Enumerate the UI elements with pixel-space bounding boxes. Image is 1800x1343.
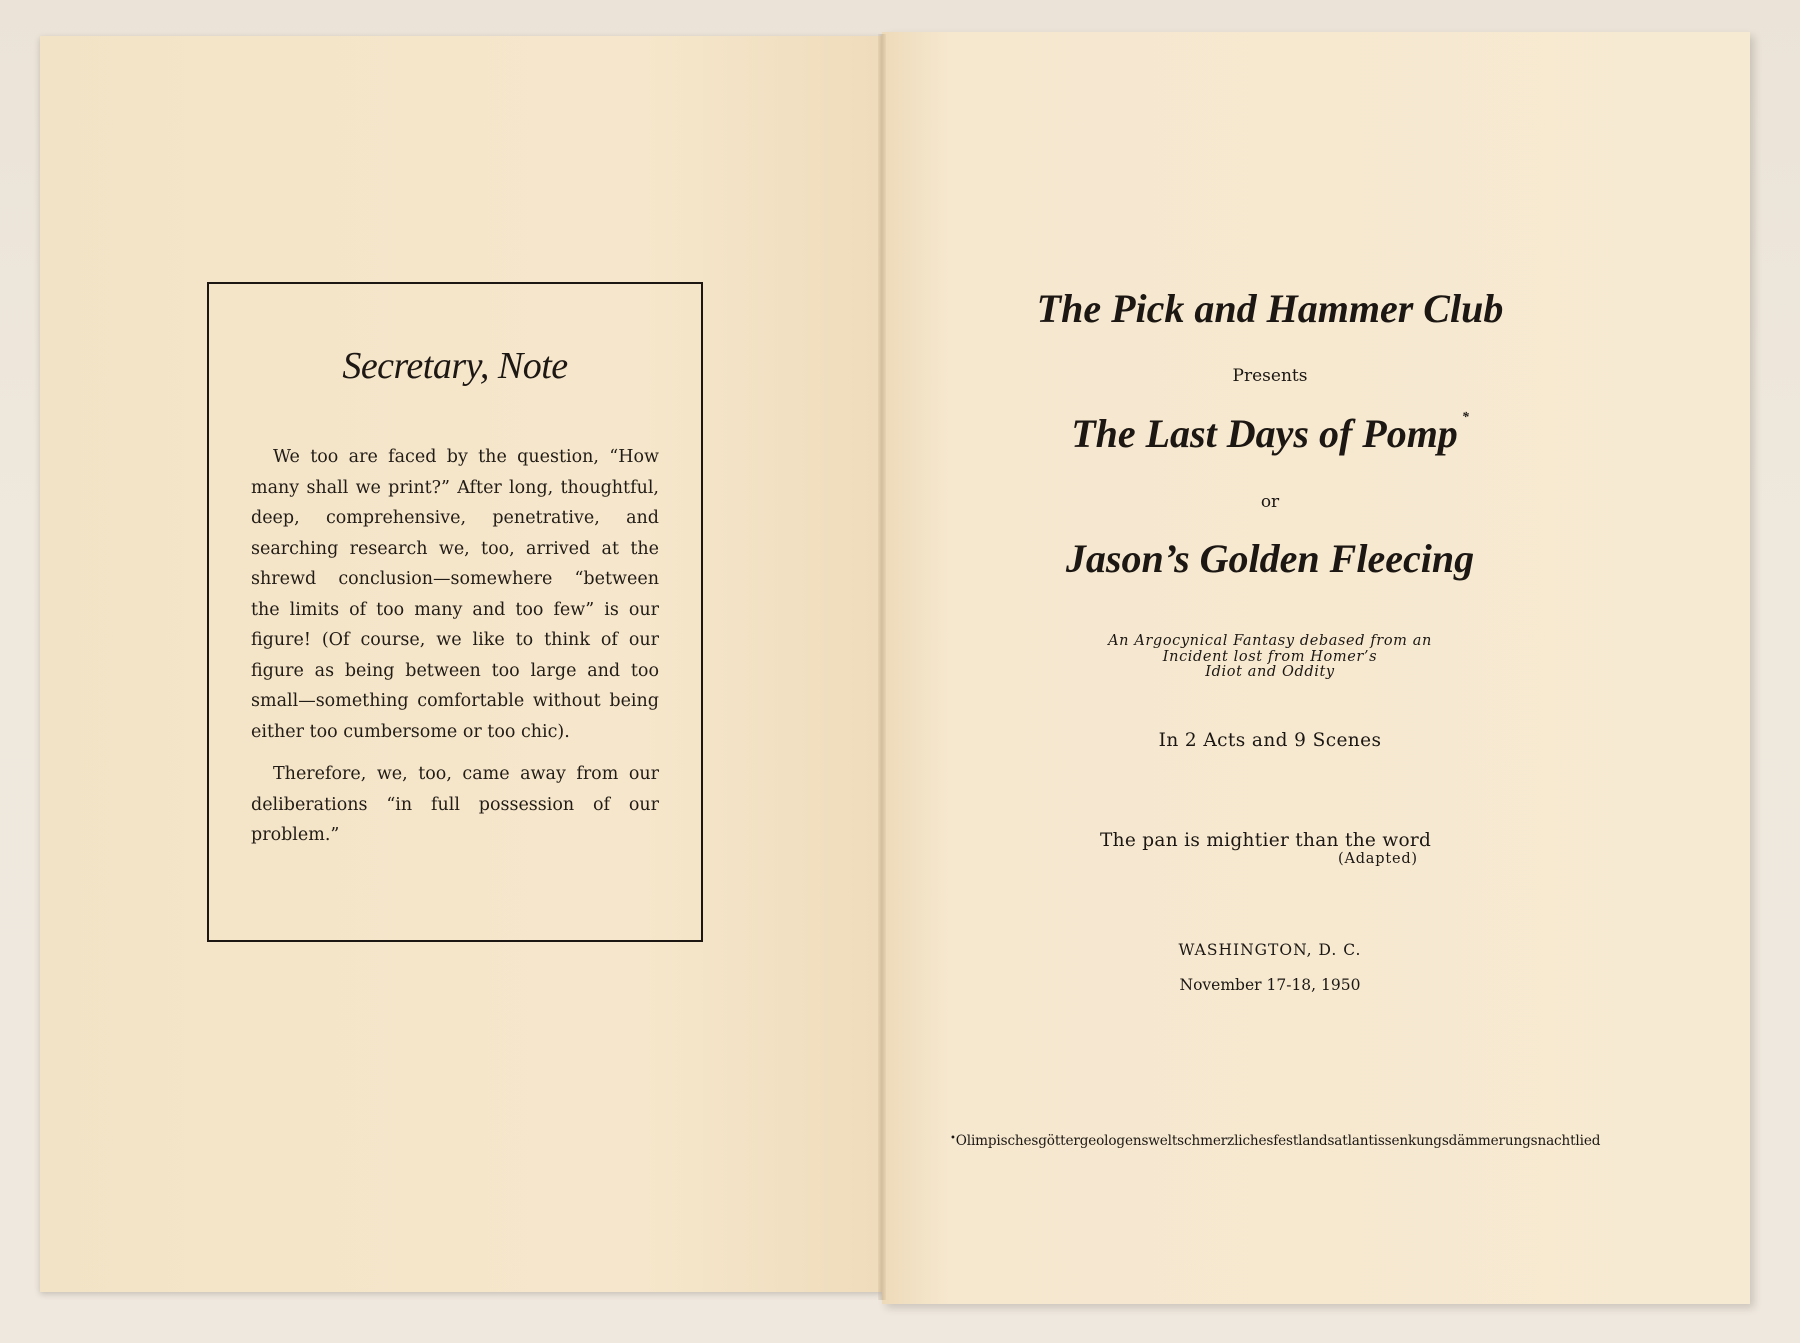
presents-label: Presents xyxy=(1232,366,1308,386)
note-title: Secretary, Note xyxy=(342,345,568,387)
play-subtitle: Jason’s Golden Fleecing xyxy=(1065,536,1475,581)
play-title-text: The Last Days of Pomp xyxy=(1071,411,1458,456)
booklet-spine xyxy=(878,34,886,1300)
footnote-marker: * xyxy=(1461,410,1469,425)
play-title xyxy=(952,410,1588,457)
fantasy-line-2: Incident lost from Homer’s xyxy=(1162,648,1378,665)
motto-note: (Adapted) xyxy=(1338,851,1418,867)
fantasy-description xyxy=(952,634,1588,681)
note-body xyxy=(251,442,659,863)
fantasy-line-3: Idiot and Oddity xyxy=(1205,664,1335,680)
note-paragraph-2: Therefore, we, too, came away from our deliberations “in full possession of our problem.” xyxy=(251,764,659,845)
note-paragraph-1: We too are faced by the question, “How many shall we print?” After long, thoughtful, deep, comprehensive, penetrative, and searching research we, too, arrived at the shrewd conclusion—somewhere “between the limits of too many and too few” is our figure! (Of course, we like to think of our figure as being between too large and too small—something comfortable without being either too cumbersome or too chic). xyxy=(251,447,659,742)
city: WASHINGTON, D. C. xyxy=(1178,941,1362,959)
or-label: or xyxy=(1260,492,1280,512)
acts-and-scenes: In 2 Acts and 9 Scenes xyxy=(1158,730,1382,751)
footnote-text: Olimpischesgöttergeologensweltschmerzlichesfestlandsatlantissenkungsdämmerungsnachtlied xyxy=(955,1133,1601,1149)
club-title: The Pick and Hammer Club xyxy=(1036,286,1504,331)
motto: The pan is mightier than the word xyxy=(1100,830,1432,851)
footnote-bullet: • xyxy=(950,1133,956,1144)
footnote xyxy=(950,1133,1600,1149)
performance-date: November 17-18, 1950 xyxy=(1179,976,1361,994)
secretary-note-box xyxy=(207,282,703,942)
fantasy-line-1: An Argocynical Fantasy debased from an xyxy=(1108,633,1432,649)
